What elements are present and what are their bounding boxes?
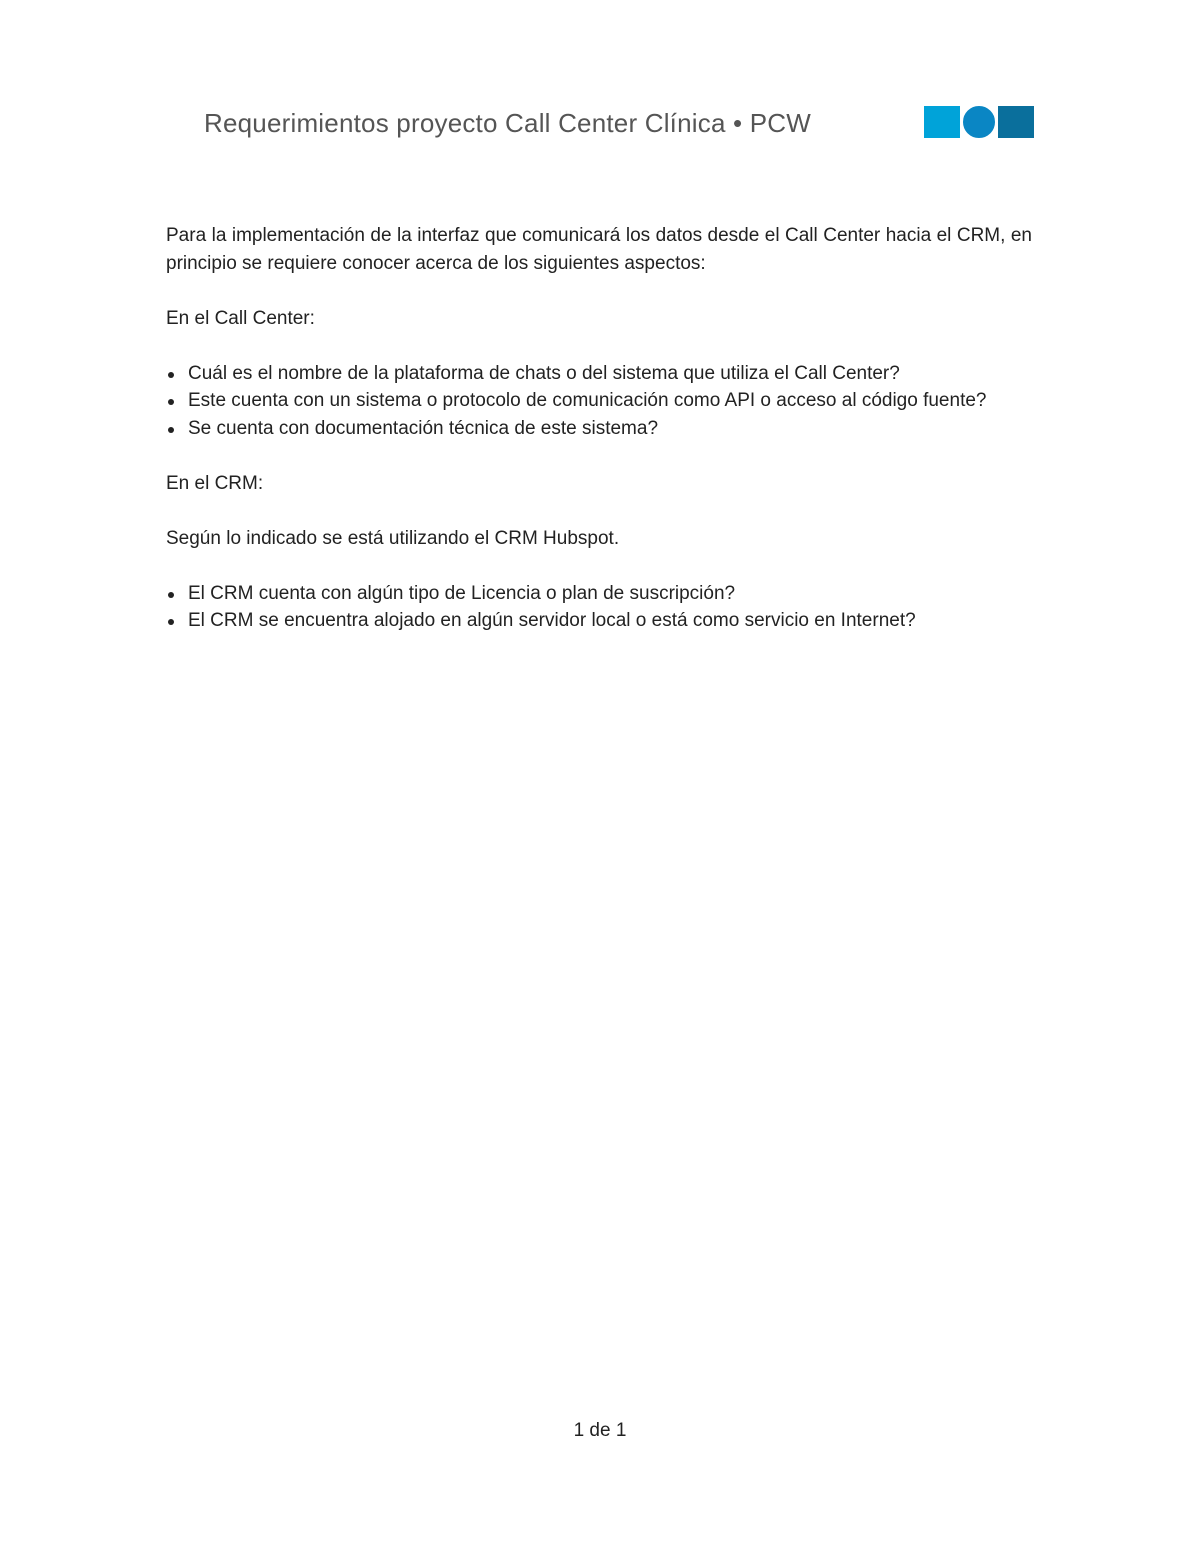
document-title: Requerimientos proyecto Call Center Clínica • PCW	[204, 108, 812, 138]
list-item: Este cuenta con un sistema o protocolo de comunicación como API o acceso al código fuente?	[166, 387, 1032, 415]
crm-note: Según lo indicado se está utilizando el CRM Hubspot.	[166, 527, 620, 549]
logo-circle	[962, 105, 996, 139]
document-body	[166, 222, 1032, 635]
intro-paragraph: Para la implementación de la interfaz que comunicará los datos desde el Call Center hacia el CRM, en principio se requiere conocer acerca de los siguientes aspectos:	[166, 225, 1032, 274]
page-number: 1 de 1	[573, 1420, 627, 1441]
list-item: Se cuenta con documentación técnica de este sistema?	[166, 415, 1032, 443]
logo-left-square	[924, 106, 960, 138]
company-logo-icon	[924, 104, 1036, 140]
call-center-list	[166, 360, 1032, 443]
call-center-heading: En el Call Center:	[166, 307, 315, 329]
logo-right-square	[998, 106, 1034, 138]
list-item: Cuál es el nombre de la plataforma de chats o del sistema que utiliza el Call Center?	[166, 360, 1032, 388]
list-item: El CRM cuenta con algún tipo de Licencia o plan de suscripción?	[166, 580, 1032, 608]
crm-list	[166, 580, 1032, 635]
document-header	[0, 100, 1200, 148]
list-item: El CRM se encuentra alojado en algún servidor local o está como servicio en Internet?	[166, 607, 1032, 635]
crm-heading: En el CRM:	[166, 472, 264, 494]
